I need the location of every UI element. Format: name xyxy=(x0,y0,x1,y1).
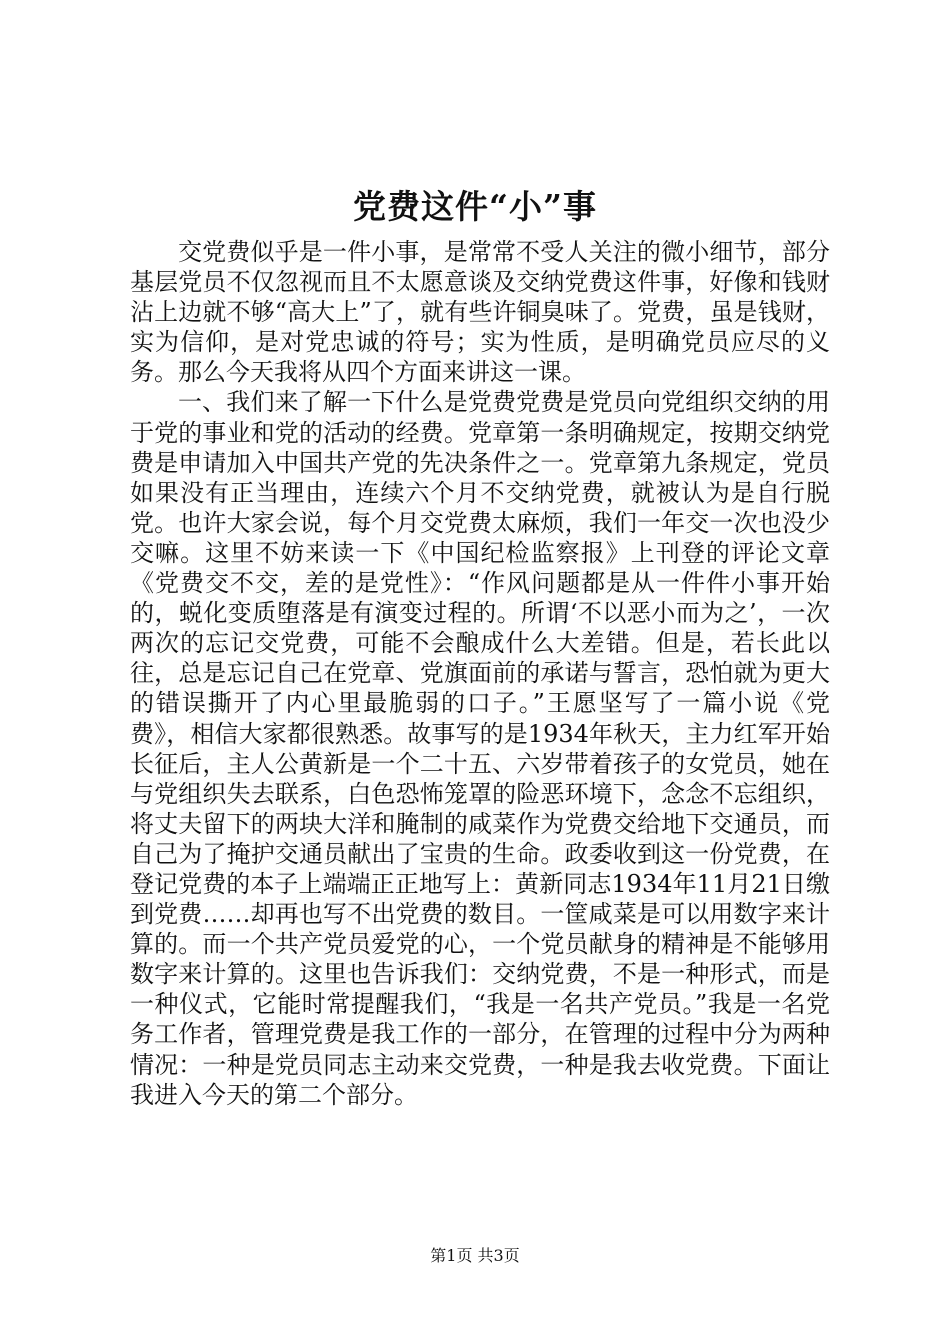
document-title: 党费这件“小”事 xyxy=(353,187,597,226)
document-body xyxy=(130,237,830,1110)
paragraph-section-one: 一、我们来了解一下什么是党费党费是党员向党组织交纳的用于党的事业和党的活动的经费。党章第一条明确规定，按期交纳党费是申请加入中国共产党的先决条件之一。党章第九条规定，党员如果没有正当理由，连续六个月不交纳党费，就被认为是自行脱党。也许大家会说，每个月交党费太麻烦，我们一年交一次也没少交嘛。这里不妨来读一下《中国纪检监察报》上刊登的评论文章《党费交不交，差的是党性》：“作风问题都是从一件件小事开始的，蜕化变质堕落是有演变过程的。所谓‘不以恶小而为之’，一次两次的忘记交党费，可能不会酿成什么大差错。但是，若长此以往，总是忘记自己在党章、党旗面前的承诺与誓言，恐怕就为更大的错误撕开了内心里最脆弱的口子。”王愿坚写了一篇小说《党费》，相信大家都很熟悉。故事写的是1934年秋天，主力红军开始长征后，主人公黄新是一个二十五、六岁带着孩子的女党员，她在与党组织失去联系，白色恐怖笼罩的险恶环境下，念念不忘组织，将丈夫留下的两块大洋和腌制的咸菜作为党费交给地下交通员，而自己为了掩护交通员献出了宝贵的生命。政委收到这一份党费，在登记党费的本子上端端正正地写上：黄新同志1934年11月21日缴到党费……却再也写不出党费的数目。一筐咸菜是可以用数字来计算的。而一个共产党员爱党的心，一个党员献身的精神是不能够用数字来计算的。这里也告诉我们：交纳党费，不是一种形式，而是一种仪式，它能时常提醒我们，“我是一名共产党员。”我是一名党务工作者，管理党费是我工作的一部分，在管理的过程中分为两种情况：一种是党员同志主动来交党费，一种是我去收党费。下面让我进入今天的第二个部分。 xyxy=(130,388,830,1109)
page-footer: 第1页 共3页 xyxy=(430,1246,520,1265)
paragraph-intro: 交党费似乎是一件小事，是常常不受人关注的微小细节，部分基层党员不仅忽视而且不太愿意谈及交纳党费这件事，好像和钱财沾上边就不够“高大上”了，就有些许铜臭味了。党费，虽是钱财，实为信仰，是对党忠诚的符号；实为性质，是明确党员应尽的义务。那么今天我将从四个方面来讲这一课。 xyxy=(130,238,830,387)
